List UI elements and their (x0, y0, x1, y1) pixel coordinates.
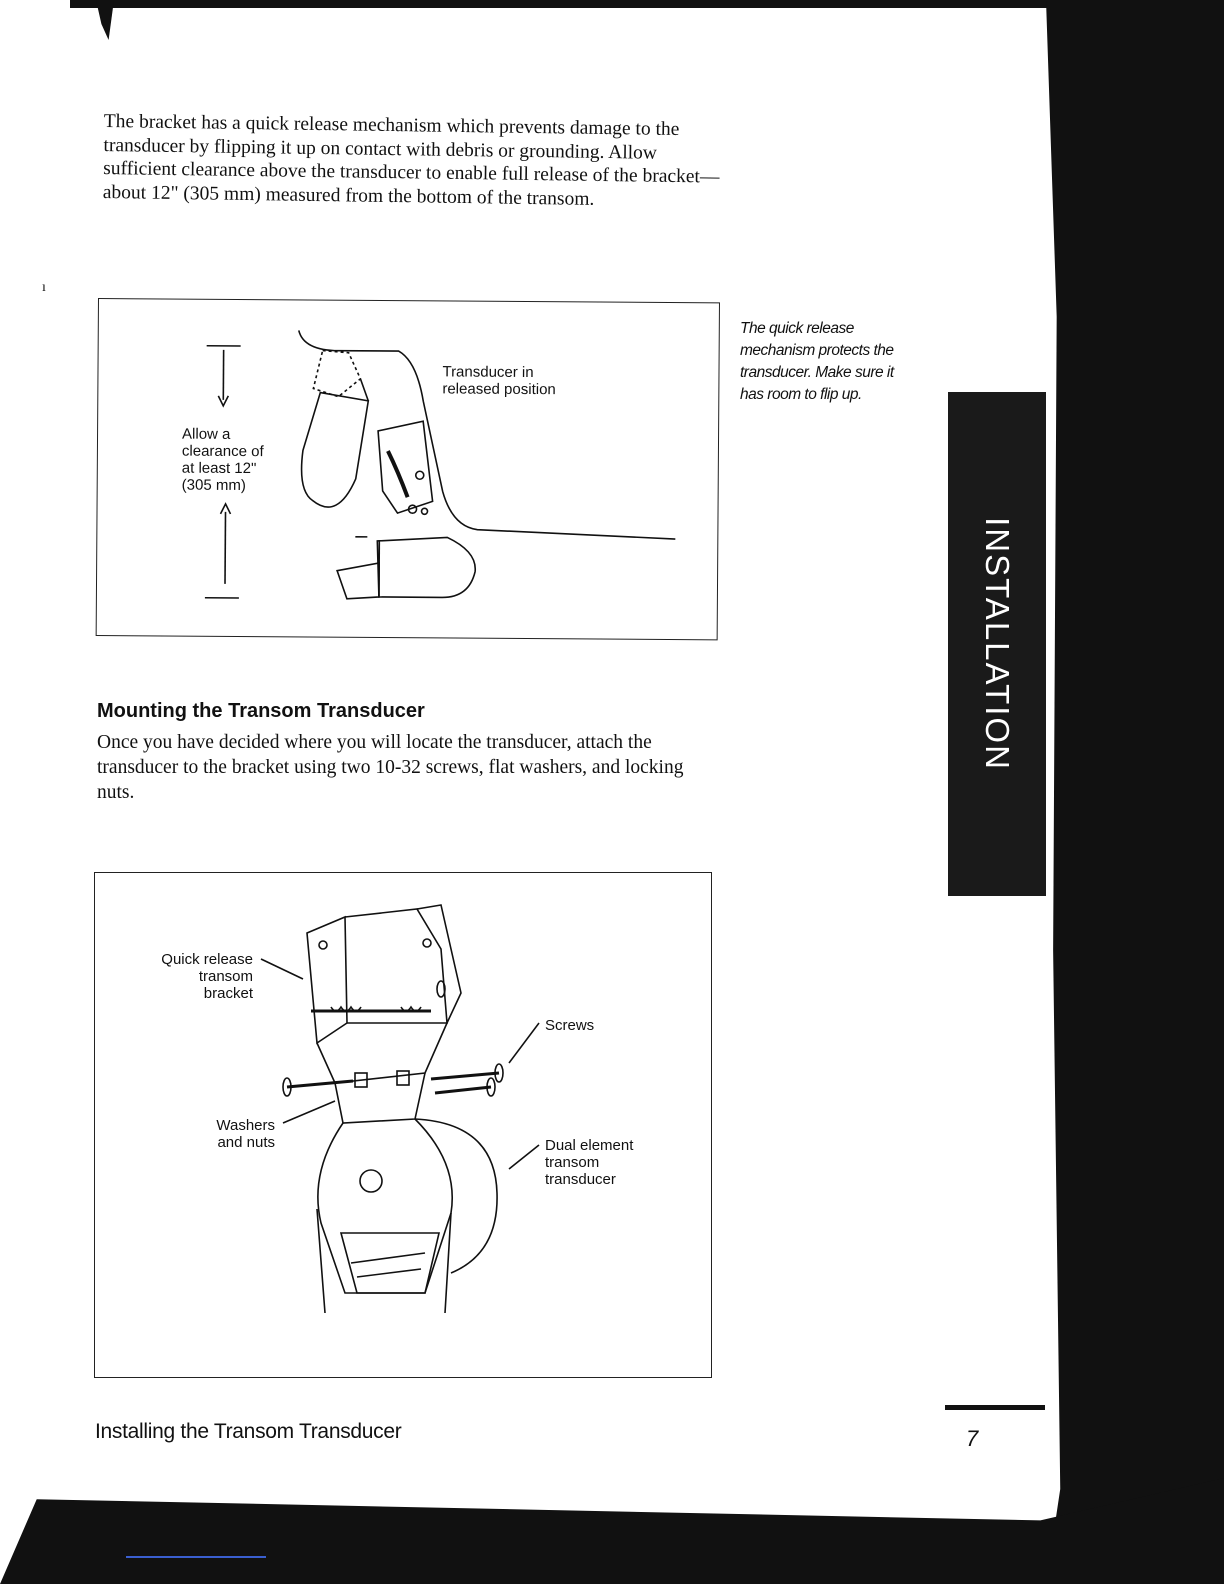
figure-mounting-parts (94, 872, 712, 1378)
figure-released-position (96, 298, 720, 640)
side-tab-label: INSTALLATION (979, 517, 1016, 771)
section-heading: Mounting the Transom Transducer (97, 700, 425, 722)
scan-top-mark (96, 0, 114, 40)
clearance-label: Allow a clearance of at least 12" (305 mm) (181, 425, 264, 495)
mounting-parts-illustration (95, 873, 711, 1377)
page-number: 7 (966, 1426, 979, 1451)
section-side-tab (948, 392, 1046, 896)
scan-top-edge (70, 0, 1060, 8)
footer-title: Installing the Transom Transducer (95, 1420, 402, 1443)
section-body: Once you have decided where you will locate the transducer, attach the transducer to the bracket using two 10-32 screws, flat washers, and locking nuts. (97, 732, 684, 803)
bracket-label: Quick release transom bracket (161, 951, 253, 1002)
intro-paragraph: The bracket has a quick release mechanism which prevents damage to the transducer by flipping it up on contact with debris or grounding. Allow sufficient clearance above the transducer to enable full release of the bracket—about 12" (305 mm) measured from the bottom of the transom. (102, 110, 720, 210)
screws-label: Screws (545, 1017, 595, 1034)
figure-caption: The quick release mechanism protects the transducer. Make sure it has room to flip up. (740, 320, 894, 403)
scan-right-edge (1046, 0, 1224, 1584)
transducer-label: Dual element transom transducer (545, 1137, 634, 1188)
scan-blue-line (126, 1556, 266, 1558)
released-position-label: Transducer in released position (442, 363, 556, 399)
stray-mark: ı (42, 280, 46, 295)
scan-bottom-edge (0, 1478, 1224, 1584)
footer-rule (945, 1405, 1045, 1410)
washers-label: Washers and nuts (216, 1117, 275, 1151)
